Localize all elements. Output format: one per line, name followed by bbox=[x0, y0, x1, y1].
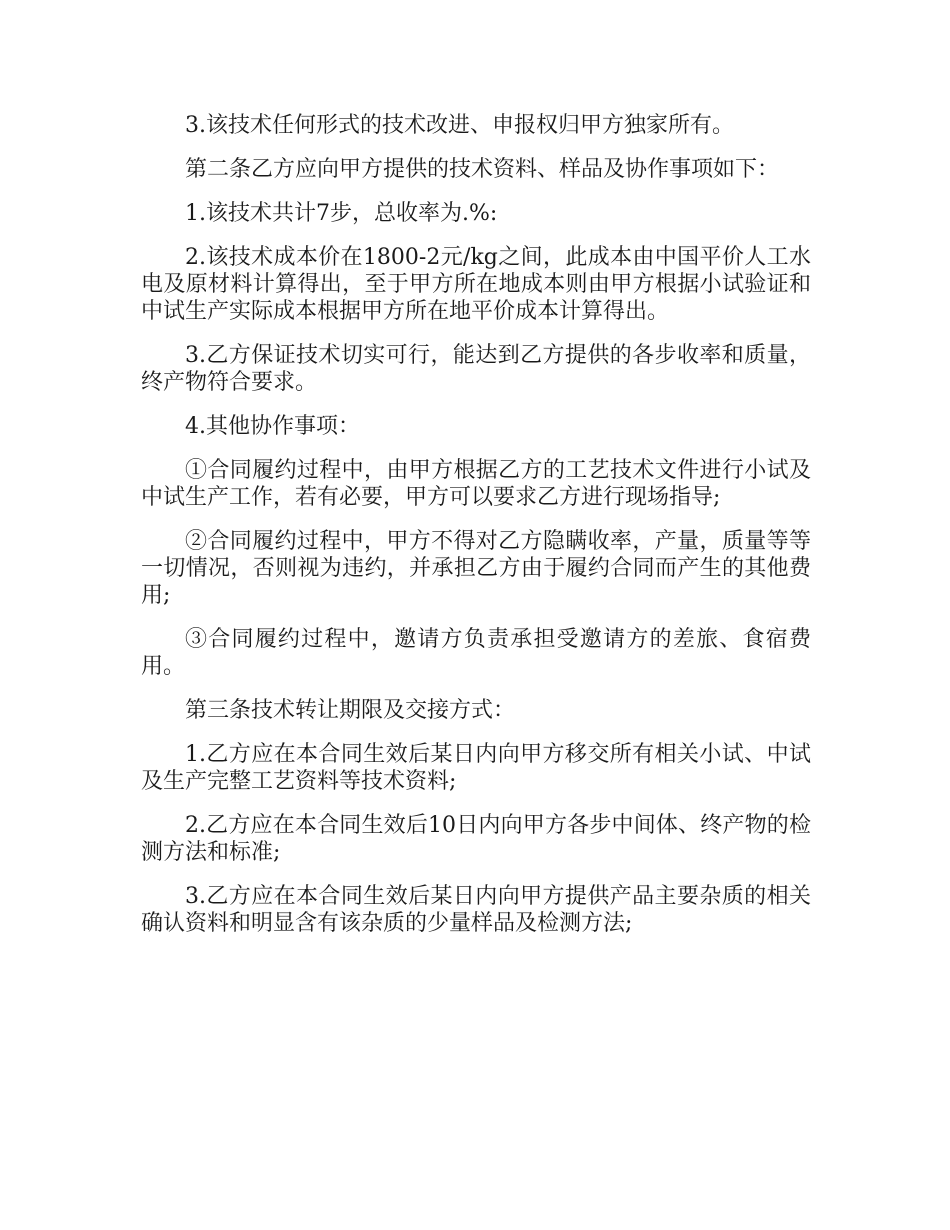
paragraph-subitem-1: ①合同履约过程中，由甲方根据乙方的工艺技术文件进行小试及中试生产工作，若有必要，甲方可以要求乙方进行现场指导; bbox=[141, 458, 811, 510]
paragraph-subitem-2: ②合同履约过程中，甲方不得对乙方隐瞒收率，产量，质量等等一切情况，否则视为违约，并承担乙方由于履约合同而产生的其他费用; bbox=[141, 529, 811, 608]
paragraph-article-2-item-4: 4.其他协作事项： bbox=[185, 414, 360, 439]
paragraph-article-3-item-2: 2.乙方应在本合同生效后10日内向甲方各步中间体、终产物的检测方法和标准; bbox=[141, 813, 811, 865]
paragraph-article-3-item-1: 1.乙方应在本合同生效后某日内向甲方移交所有相关小试、中试及生产完整工艺资料等技术资料; bbox=[141, 742, 811, 794]
paragraph-article-3-heading: 第三条技术转让期限及交接方式： bbox=[185, 698, 516, 723]
paragraph-clause-1-item-3: 3.该技术任何形式的技术改进、申报权归甲方独家所有。 bbox=[185, 113, 734, 138]
paragraph-article-2-item-3: 3.乙方保证技术切实可行，能达到乙方提供的各步收率和质量，终产物符合要求。 bbox=[141, 343, 811, 395]
paragraph-article-3-item-3: 3.乙方应在本合同生效后某日内向甲方提供产品主要杂质的相关确认资料和明显含有该杂质的少量样品及检测方法; bbox=[141, 884, 811, 936]
paragraph-article-2-item-2: 2.该技术成本价在1800-2元/kg之间，此成本由中国平价人工水电及原材料计算得出，至于甲方所在地成本则由甲方根据小试验证和中试生产实际成本根据甲方所在地平价成本计算得出。 bbox=[141, 245, 811, 324]
paragraph-subitem-3: ③合同履约过程中，邀请方负责承担受邀请方的差旅、食宿费用。 bbox=[141, 627, 811, 679]
paragraph-article-2-heading: 第二条乙方应向甲方提供的技术资料、样品及协作事项如下： bbox=[185, 157, 780, 182]
paragraph-article-2-item-1: 1.该技术共计7步，总收率为.%: bbox=[185, 201, 498, 226]
document-body bbox=[141, 112, 811, 954]
